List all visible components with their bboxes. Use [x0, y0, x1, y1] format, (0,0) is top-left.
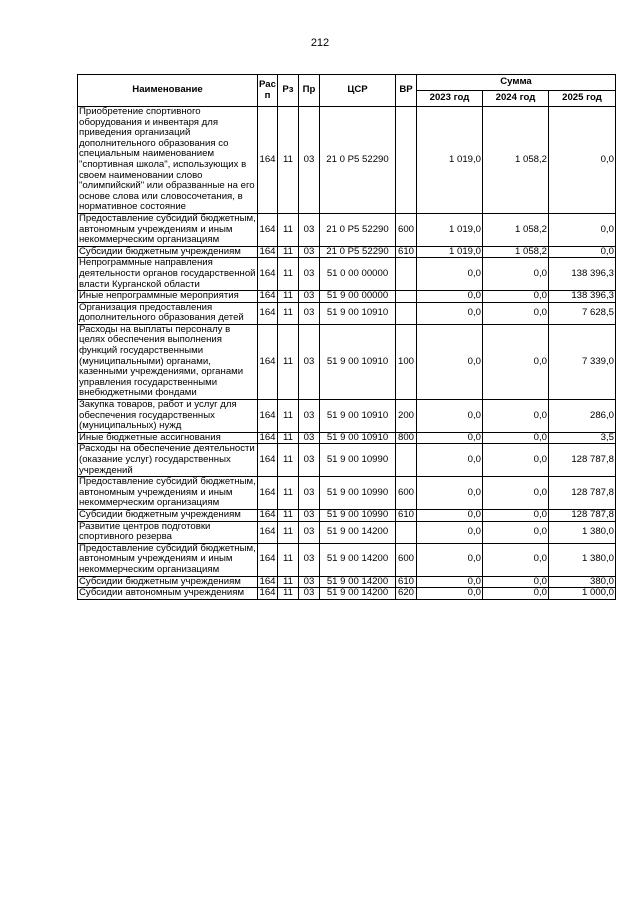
cell-rasp: 164	[258, 324, 278, 399]
cell-2025: 0,0	[549, 246, 616, 258]
cell-rz: 11	[278, 258, 299, 291]
cell-rz: 11	[278, 213, 299, 246]
col-header-2023: 2023 год	[417, 91, 483, 107]
cell-2024: 0,0	[483, 521, 549, 543]
cell-csr: 21 0 P5 52290	[320, 213, 396, 246]
col-header-2024: 2024 год	[483, 91, 549, 107]
budget-table	[77, 74, 616, 600]
cell-rz: 11	[278, 444, 299, 477]
cell-rasp: 164	[258, 213, 278, 246]
col-header-csr: ЦСР	[320, 75, 396, 107]
cell-2023: 1 019,0	[417, 246, 483, 258]
cell-name: Развитие центров подготовки спортивного резерва	[78, 521, 258, 543]
cell-2025: 138 396,3	[549, 291, 616, 303]
cell-vr	[396, 258, 417, 291]
cell-2025: 286,0	[549, 400, 616, 433]
cell-vr: 200	[396, 400, 417, 433]
cell-2023: 0,0	[417, 576, 483, 588]
cell-vr: 600	[396, 213, 417, 246]
cell-vr	[396, 444, 417, 477]
cell-vr: 620	[396, 588, 417, 600]
cell-rasp: 164	[258, 543, 278, 576]
cell-name: Субсидии автономным учреждениям	[78, 588, 258, 600]
table-row	[78, 432, 616, 444]
cell-rasp: 164	[259, 290, 276, 302]
cell-2024: 0,0	[483, 302, 549, 324]
cell-csr: 51 9 00 14200	[320, 588, 396, 600]
cell-2024: 0,0	[483, 400, 549, 433]
cell-2023: 0,0	[417, 291, 483, 303]
col-header-2025: 2025 год	[549, 91, 616, 107]
cell-rasp: 164	[259, 508, 276, 520]
cell-name: Предоставление субсидий бюджетным, автономным учреждениям и иным некоммерческим организациям	[79, 212, 256, 246]
cell-2024: 0,0	[483, 291, 549, 303]
cell-2025: 128 787,8	[549, 444, 616, 477]
cell-pr: 03	[299, 258, 320, 291]
cell-pr: 03	[299, 291, 320, 303]
cell-2025: 0,0	[549, 213, 616, 246]
cell-pr: 03	[299, 302, 320, 324]
cell-name: Непрограммные направления деятельности органов государственной власти Курганской области	[79, 257, 256, 290]
header-row	[78, 75, 616, 91]
cell-2024: 1 058,2	[483, 246, 549, 258]
cell-2024: 0,0	[483, 324, 549, 399]
cell-pr: 03	[299, 324, 320, 399]
table-row	[78, 588, 616, 600]
cell-rasp: 164	[259, 431, 276, 443]
table-row	[78, 444, 616, 477]
cell-csr: 51 9 00 10910	[320, 432, 396, 444]
cell-2025: 128 787,8	[549, 477, 616, 510]
table-row	[78, 302, 616, 324]
cell-2023: 0,0	[417, 400, 483, 433]
cell-vr: 610	[396, 576, 417, 588]
cell-rz: 11	[278, 291, 299, 303]
cell-2023: 0,0	[417, 302, 483, 324]
cell-csr: 51 0 00 00000	[320, 258, 396, 291]
table-row	[78, 107, 616, 214]
table-row	[78, 291, 616, 303]
cell-rasp: 164	[259, 575, 276, 587]
cell-rz: 11	[278, 400, 299, 433]
cell-csr: 51 9 00 10990	[320, 444, 396, 477]
table-row	[78, 400, 616, 433]
cell-2025: 380,0	[549, 576, 616, 588]
col-header-sum: Сумма	[417, 75, 616, 91]
col-header-pr: Пр	[299, 75, 320, 107]
cell-2024: 0,0	[483, 432, 549, 444]
cell-csr: 21 0 P5 52290	[320, 246, 396, 258]
cell-vr	[396, 521, 417, 543]
cell-2025: 1 380,0	[549, 521, 616, 543]
cell-rz: 11	[278, 477, 299, 510]
cell-pr: 03	[299, 213, 320, 246]
cell-rasp: 164	[259, 245, 276, 257]
cell-name: Организация предоставления дополнительного образования детей	[78, 302, 258, 324]
cell-vr	[396, 107, 417, 214]
cell-2023: 0,0	[417, 509, 483, 521]
cell-2024: 0,0	[483, 477, 549, 510]
cell-csr: 51 9 00 10990	[320, 509, 396, 521]
table-row	[78, 477, 616, 510]
cell-rz: 11	[278, 324, 299, 399]
cell-name: Субсидии бюджетным учреждениям	[78, 576, 258, 588]
cell-csr: 51 9 00 10910	[320, 324, 396, 399]
cell-csr: 51 9 00 10910	[320, 302, 396, 324]
cell-rz: 11	[278, 521, 299, 543]
cell-vr: 610	[396, 246, 417, 258]
cell-name: Расходы на выплаты персоналу в целях обеспечения выполнения функций государственными (муниципальными) органами, казенными учреждениями, органами управления государственными внебюджетными фондами	[78, 324, 258, 399]
cell-2025: 1 380,0	[549, 543, 616, 576]
cell-2023: 0,0	[417, 521, 483, 543]
cell-name: Иные бюджетные ассигнования	[78, 432, 258, 444]
cell-pr: 03	[299, 521, 320, 543]
cell-2023: 1 019,0	[417, 213, 483, 246]
cell-name: Закупка товаров, работ и услуг для обеспечения государственных (муниципальных) нужд	[78, 400, 258, 433]
cell-pr: 03	[299, 432, 320, 444]
table-row	[78, 324, 616, 399]
cell-csr: 51 9 00 14200	[320, 521, 396, 543]
cell-2023: 0,0	[417, 324, 483, 399]
cell-2023: 1 019,0	[417, 107, 483, 214]
cell-2024: 1 058,2	[483, 107, 549, 214]
cell-csr: 51 9 00 14200	[320, 576, 396, 588]
cell-pr: 03	[299, 107, 320, 214]
cell-rasp: 164	[258, 444, 278, 477]
cell-name: Иные непрограммные мероприятия	[78, 291, 258, 303]
cell-2024: 0,0	[483, 258, 549, 291]
cell-csr: 51 9 00 10990	[320, 477, 396, 510]
cell-rasp: 164	[258, 107, 278, 214]
table-row	[78, 543, 616, 576]
cell-pr: 03	[299, 509, 320, 521]
cell-vr	[396, 302, 417, 324]
cell-rz: 11	[278, 107, 299, 214]
cell-name: Субсидии бюджетным учреждениям	[78, 246, 258, 258]
cell-vr: 800	[396, 432, 417, 444]
cell-2024: 0,0	[483, 543, 549, 576]
cell-2025: 138 396,3	[549, 258, 616, 291]
cell-2024: 0,0	[483, 588, 549, 600]
col-header-rasp: Рас п	[258, 75, 278, 107]
cell-vr: 600	[396, 543, 417, 576]
table-row	[78, 213, 616, 246]
cell-rz: 11	[278, 246, 299, 258]
cell-rz: 11	[278, 543, 299, 576]
cell-csr: 21 0 P5 52290	[320, 107, 396, 214]
cell-vr: 600	[396, 477, 417, 510]
cell-2025: 128 787,8	[549, 509, 616, 521]
cell-rasp: 164	[258, 521, 278, 543]
table-row	[78, 509, 616, 521]
cell-2023: 0,0	[417, 477, 483, 510]
cell-rz: 11	[278, 576, 299, 588]
cell-csr: 51 9 00 10910	[320, 400, 396, 433]
cell-pr: 03	[299, 444, 320, 477]
cell-pr: 03	[299, 588, 320, 600]
cell-rasp: 164	[258, 302, 278, 324]
cell-2024: 0,0	[483, 576, 549, 588]
cell-rz: 11	[278, 588, 299, 600]
cell-csr: 51 9 00 00000	[320, 291, 396, 303]
cell-2024: 0,0	[483, 444, 549, 477]
cell-pr: 03	[299, 400, 320, 433]
table-body	[78, 107, 616, 600]
cell-vr: 100	[396, 324, 417, 399]
cell-2023: 0,0	[417, 258, 483, 291]
col-header-vr: ВР	[396, 75, 417, 107]
cell-rasp: 164	[258, 400, 278, 433]
cell-pr: 03	[299, 477, 320, 510]
cell-name: Приобретение спортивного оборудования и инвентаря для приведения организаций дополнительного образования со специальным наименованием "спортивная школа", использующих в своем наименовании слово "олимпийский" или образванные на его основе слова или словосочетания, в нормативное состояние	[78, 107, 258, 214]
cell-pr: 03	[299, 246, 320, 258]
cell-vr: 610	[396, 509, 417, 521]
cell-pr: 03	[299, 576, 320, 588]
cell-name: Предоставление субсидий бюджетным, автономным учреждениям и иным некоммерческим организациям	[79, 542, 256, 575]
cell-rz: 11	[278, 509, 299, 521]
cell-2025: 3,5	[549, 432, 616, 444]
cell-rasp: 164	[258, 258, 278, 291]
cell-2023: 0,0	[417, 444, 483, 477]
cell-rasp: 164	[259, 587, 276, 599]
cell-rasp: 164	[258, 477, 278, 510]
cell-2023: 0,0	[417, 543, 483, 576]
cell-2025: 7 628,5	[549, 302, 616, 324]
cell-pr: 03	[299, 543, 320, 576]
cell-name: Субсидии бюджетным учреждениям	[78, 509, 258, 521]
table-row	[78, 258, 616, 291]
cell-csr: 51 9 00 14200	[320, 543, 396, 576]
col-header-rz: Рз	[278, 75, 299, 107]
page-number: 212	[310, 37, 330, 49]
cell-2023: 0,0	[417, 432, 483, 444]
cell-rz: 11	[278, 302, 299, 324]
cell-name: Предоставление субсидий бюджетным, автономным учреждениям и иным некоммерческим организациям	[79, 476, 256, 509]
table-row	[78, 246, 616, 258]
table-row	[78, 521, 616, 543]
col-header-name: Наименование	[78, 75, 258, 107]
table-row	[78, 576, 616, 588]
cell-2025: 1 000,0	[549, 588, 616, 600]
cell-rz: 11	[278, 432, 299, 444]
cell-2024: 0,0	[483, 509, 549, 521]
cell-2024: 1 058,2	[483, 213, 549, 246]
cell-2023: 0,0	[417, 588, 483, 600]
cell-vr	[396, 291, 417, 303]
cell-2025: 0,0	[549, 107, 616, 214]
cell-2025: 7 339,0	[549, 324, 616, 399]
cell-name: Расходы на обеспечение деятельности (оказание услуг) государственных учреждений	[78, 444, 258, 477]
